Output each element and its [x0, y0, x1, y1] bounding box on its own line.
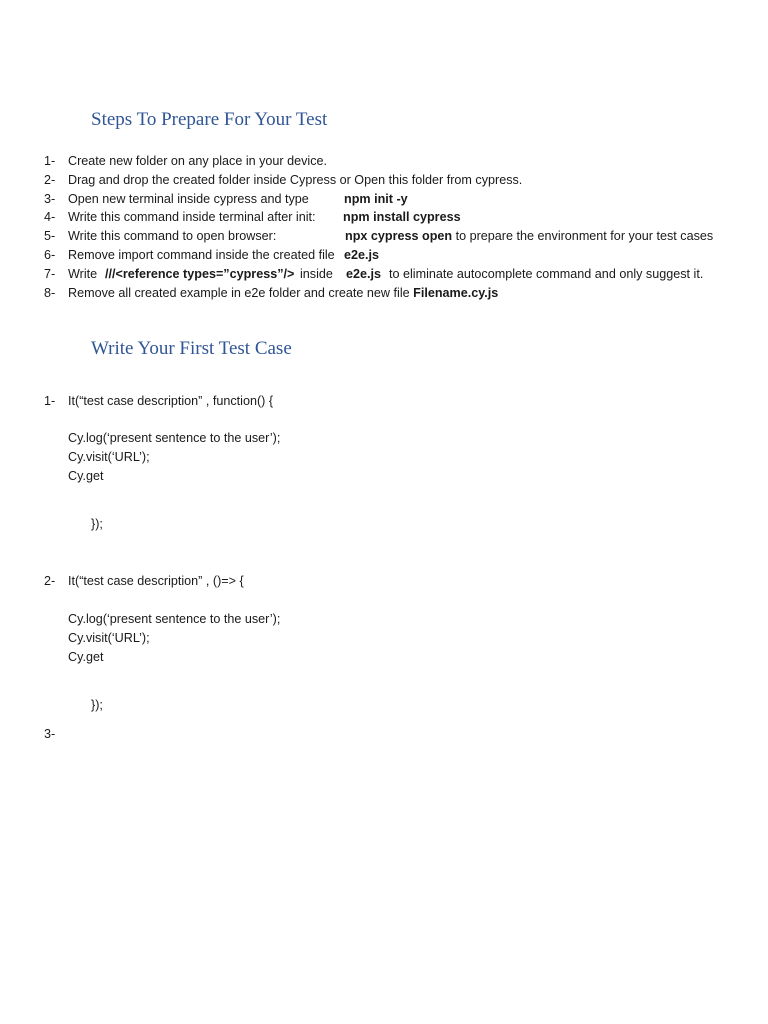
step-text: Write	[68, 267, 98, 281]
step-command: Filename.cy.js	[413, 286, 499, 300]
case-number: 2-	[44, 574, 56, 588]
step-text-after: to eliminate autocomplete command and only suggest it.	[389, 267, 704, 281]
step-number: 7-	[44, 267, 56, 281]
step-text: Drag and drop the created folder inside Cypress or Open this folder from cypress.	[68, 173, 523, 187]
step-text: Create new folder on any place in your device.	[68, 154, 328, 168]
step-text-after: to prepare the environment for your test cases	[455, 229, 714, 243]
code-line-close: });	[91, 517, 103, 531]
code-line: Cy.log(‘present sentence to the user’);	[68, 431, 281, 445]
step-reference-code: ///<reference types=”cypress”/>	[105, 267, 295, 281]
step-text: Write this command inside terminal after init:	[68, 210, 316, 224]
code-line: Cy.visit(‘URL’);	[68, 631, 150, 645]
case-number: 3-	[44, 727, 56, 741]
step-text: inside	[300, 267, 333, 281]
code-line: It(“test case description” , ()=> {	[68, 574, 244, 588]
code-line: Cy.log(‘present sentence to the user’);	[68, 612, 281, 626]
case-number: 1-	[44, 394, 56, 408]
code-line: Cy.get	[68, 469, 104, 483]
step-command: e2e.js	[346, 267, 382, 281]
code-line: Cy.get	[68, 650, 104, 664]
section-heading-prepare: Steps To Prepare For Your Test	[91, 109, 328, 130]
code-line: It(“test case description” , function() {	[68, 394, 274, 408]
step-number: 4-	[44, 210, 56, 224]
step-number: 3-	[44, 192, 56, 206]
step-text: Remove import command inside the created file	[68, 248, 335, 262]
step-number: 5-	[44, 229, 56, 243]
step-text: Remove all created example in e2e folder and create new file	[68, 286, 410, 300]
step-number: 2-	[44, 173, 56, 187]
step-command: npm init -y	[344, 192, 408, 206]
step-command: npm install cypress	[343, 210, 461, 224]
step-number: 6-	[44, 248, 56, 262]
step-text: Open new terminal inside cypress and type	[68, 192, 309, 206]
section-heading-first-test: Write Your First Test Case	[91, 338, 292, 359]
step-number: 8-	[44, 286, 56, 300]
code-line-close: });	[91, 698, 103, 712]
step-command: npx cypress open	[345, 229, 453, 243]
step-command: e2e.js	[344, 248, 380, 262]
step-text: Write this command to open browser:	[68, 229, 277, 243]
step-number: 1-	[44, 154, 56, 168]
code-line: Cy.visit(‘URL’);	[68, 450, 150, 464]
